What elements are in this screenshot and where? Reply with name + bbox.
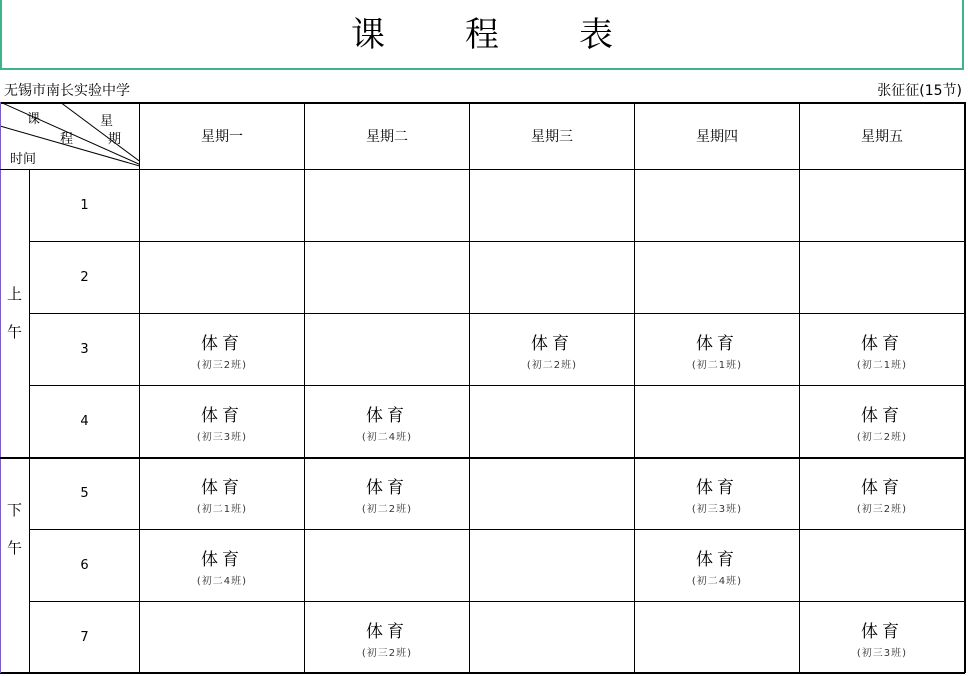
lesson-subject: 体育 xyxy=(366,622,408,642)
grid-line xyxy=(29,313,965,314)
day-header: 星期五 xyxy=(861,128,903,145)
lesson-subject: 体育 xyxy=(531,334,573,354)
lesson-cell xyxy=(800,313,964,385)
grid-line xyxy=(139,102,140,673)
grid-line xyxy=(0,672,965,674)
day-header: 星期二 xyxy=(366,128,408,145)
lesson-subject: 体育 xyxy=(201,478,243,498)
lesson-subject: 体育 xyxy=(861,334,903,354)
half-day-char: 上 xyxy=(6,285,22,303)
lesson-cell xyxy=(635,457,799,529)
lesson-class: (初二2班) xyxy=(856,432,908,443)
corner-week-bottom: 期 xyxy=(108,132,122,147)
grid-line xyxy=(799,102,800,673)
grid-line xyxy=(964,102,966,673)
grid-line xyxy=(29,385,965,386)
timetable xyxy=(0,102,965,674)
lesson-cell xyxy=(305,457,469,529)
grid-line xyxy=(29,241,965,242)
lesson-class: (初三2班) xyxy=(856,504,908,515)
lesson-subject: 体育 xyxy=(861,406,903,426)
lesson-class: (初二4班) xyxy=(691,576,743,587)
lesson-subject: 体育 xyxy=(366,406,408,426)
grid-line xyxy=(29,601,965,602)
half-day-char: 午 xyxy=(6,323,22,341)
lesson-class: (初三2班) xyxy=(196,360,248,371)
lesson-class: (初二4班) xyxy=(361,432,413,443)
lesson-class: (初三3班) xyxy=(196,432,248,443)
corner-course-top: 课 xyxy=(27,112,41,127)
lesson-subject: 体育 xyxy=(696,334,738,354)
lesson-cell xyxy=(800,457,964,529)
half-day-label xyxy=(0,275,29,351)
lesson-class: (初三3班) xyxy=(691,504,743,515)
lesson-class: (初二1班) xyxy=(856,360,908,371)
grid-line xyxy=(0,169,965,170)
corner-time: 时间 xyxy=(10,152,37,167)
lesson-subject: 体育 xyxy=(201,550,243,570)
lesson-cell xyxy=(800,601,964,673)
grid-line xyxy=(634,102,635,673)
corner-week-top: 星 xyxy=(100,114,114,129)
lesson-cell xyxy=(305,601,469,673)
grid-line xyxy=(29,169,30,673)
half-day-char: 午 xyxy=(6,539,22,557)
period-number: 1 xyxy=(80,197,89,213)
lesson-cell xyxy=(635,313,799,385)
lesson-cell xyxy=(140,385,304,457)
lesson-subject: 体育 xyxy=(861,478,903,498)
half-day-label xyxy=(0,491,29,567)
period-number: 7 xyxy=(80,629,89,645)
day-header: 星期四 xyxy=(696,128,738,145)
lesson-class: (初二1班) xyxy=(196,504,248,515)
lesson-class: (初二4班) xyxy=(196,576,248,587)
lesson-class: (初二1班) xyxy=(691,360,743,371)
lesson-cell xyxy=(140,529,304,601)
grid-line xyxy=(29,529,965,530)
period-number: 3 xyxy=(80,341,89,357)
period-number: 2 xyxy=(80,269,89,285)
lesson-cell xyxy=(635,529,799,601)
grid-line xyxy=(0,457,965,459)
lesson-cell xyxy=(140,457,304,529)
lesson-subject: 体育 xyxy=(696,550,738,570)
grid-line xyxy=(304,102,305,673)
lesson-cell xyxy=(305,385,469,457)
day-header: 星期三 xyxy=(531,128,573,145)
grid-line xyxy=(0,102,1,673)
teacher-name: 张征征(15节) xyxy=(877,83,962,99)
grid-line xyxy=(469,102,470,673)
lesson-subject: 体育 xyxy=(366,478,408,498)
lesson-subject: 体育 xyxy=(201,406,243,426)
half-day-char: 下 xyxy=(6,501,22,519)
period-number: 6 xyxy=(80,557,89,573)
corner-course-bottom: 程 xyxy=(60,132,74,147)
lesson-cell xyxy=(470,313,634,385)
page-title: 课程表 xyxy=(351,15,693,55)
lesson-class: (初三2班) xyxy=(361,648,413,659)
lesson-class: (初二2班) xyxy=(361,504,413,515)
lesson-class: (初二2班) xyxy=(526,360,578,371)
period-number: 5 xyxy=(80,485,89,501)
lesson-subject: 体育 xyxy=(201,334,243,354)
grid-line xyxy=(0,102,965,104)
lesson-subject: 体育 xyxy=(861,622,903,642)
lesson-class: (初三3班) xyxy=(856,648,908,659)
period-number: 4 xyxy=(80,413,89,429)
day-header: 星期一 xyxy=(201,128,243,145)
lesson-cell xyxy=(800,385,964,457)
lesson-subject: 体育 xyxy=(696,478,738,498)
school-name: 无锡市南长实验中学 xyxy=(4,83,130,99)
lesson-cell xyxy=(140,313,304,385)
